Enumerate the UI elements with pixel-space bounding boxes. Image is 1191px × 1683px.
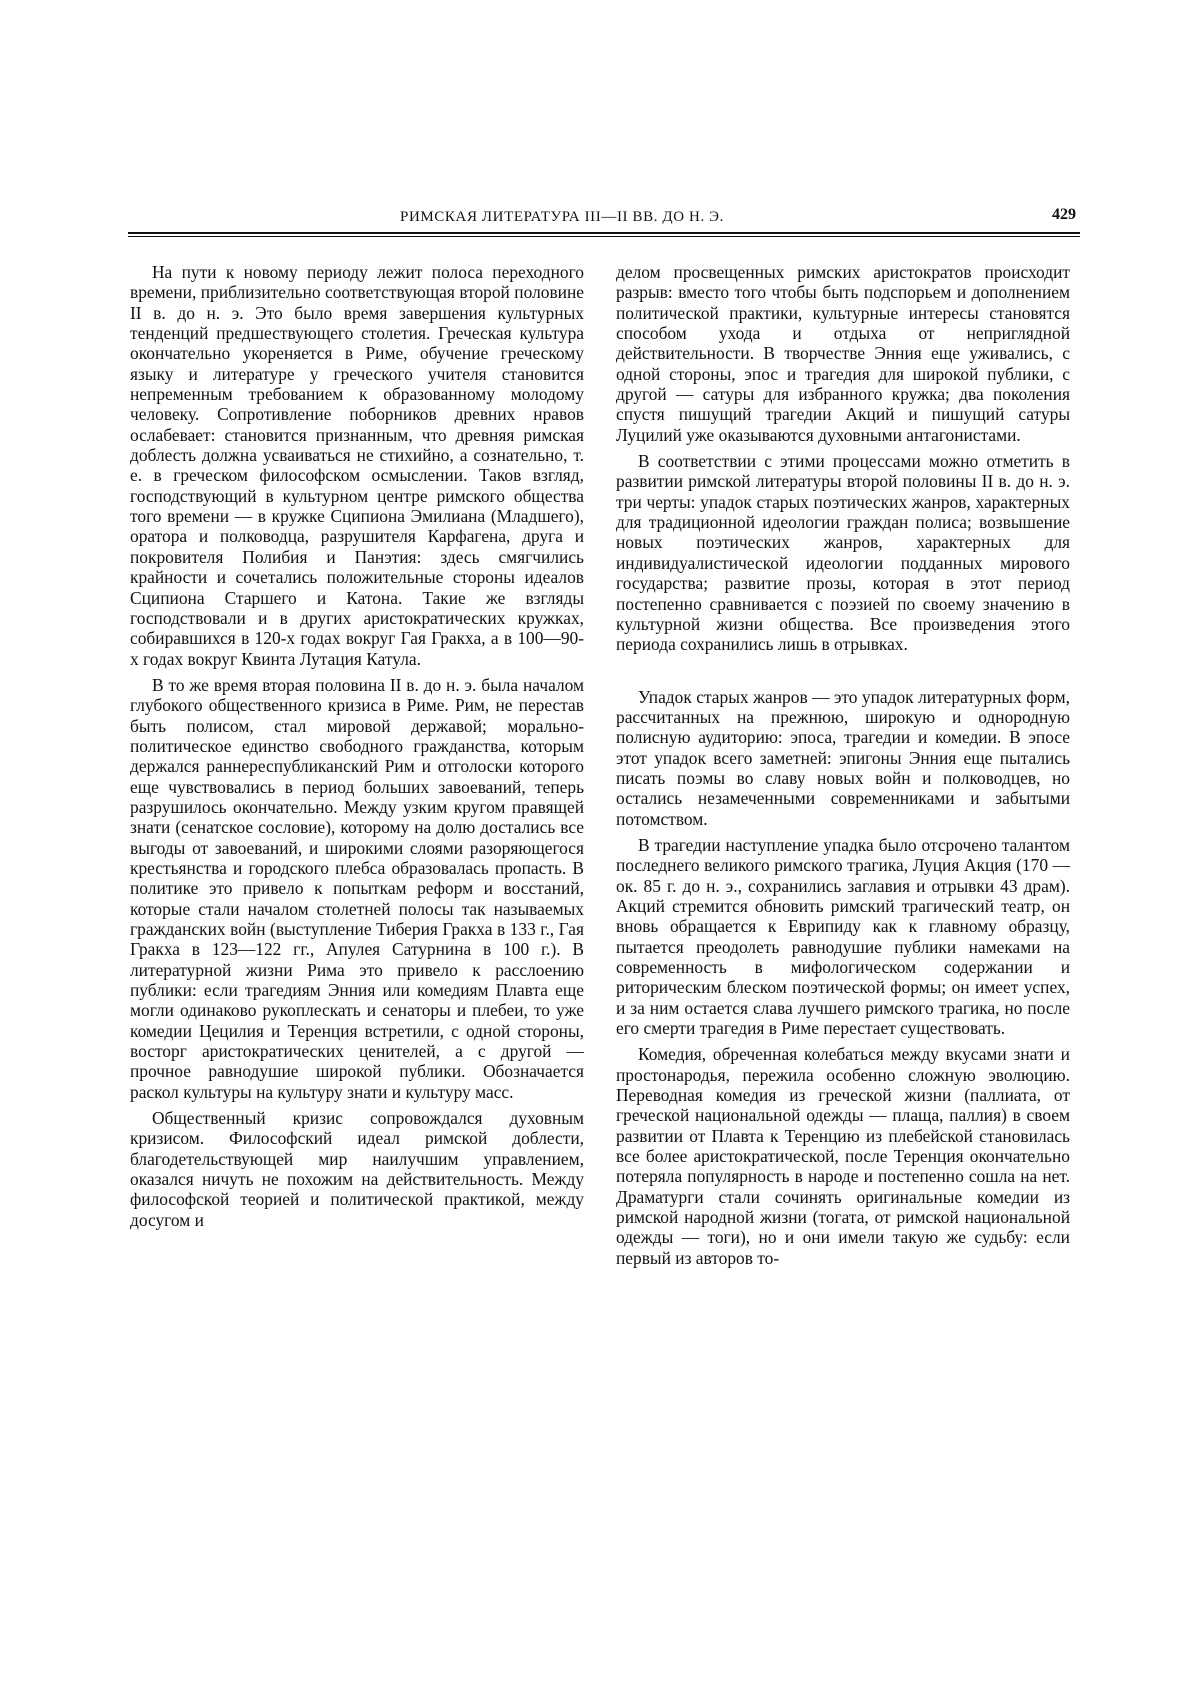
paragraph-continued: делом просвещенных римских аристократов происходит разрыв: вместо того чтобы быть подспорьем и дополнением политической практики, культурные интересы становятся способом ухода и отдыха от неприглядной действительности. В творчестве Энния еще уживались, с одной стороны, эпос и трагедия для широкой публики, с другой — сатуры для избранного кружка; два поколения спустя пишущий трагедии Акций и пишущий сатуры Луцилий уже оказываются духовными антагонистами. <box>616 262 1070 445</box>
paragraph: Комедия, обреченная колебаться между вкусами знати и простонародья, пережила особенно сложную эволюцию. Переводная комедия из греческой жизни (паллиата, от греческой национальной одежды — плаща, паллия) в своем развитии от Плавта к Теренцию из плебейской становилась все более аристократической, после Теренция окончательно потеряла популярность в народе и постепенно сошла на нет. Драматурги стали сочинять оригинальные комедии из римской народной жизни (тогата, от римской национальной одежды — тоги), но и они имели такую же судьбу: если первый из авторов то- <box>616 1044 1070 1268</box>
paragraph: В то же время вторая половина II в. до н. э. была началом глубокого общественного кризиса в Риме. Рим, не перестав быть полисом, стал мировой державой; морально-политическое единство свободного гражданства, которым держался раннереспубликанский Рим и отголоски которого еще чувствовались в период больших завоеваний, теперь разрушилось окончательно. Между узким кругом правящей знати (сенатское сословие), которому на долю достались все выгоды от завоеваний, и широкими слоями разоряющегося крестьянства и городского плебса образовалась пропасть. В политике это привело к попыткам реформ и восстаний, которые стали началом столетней полосы так называемых гражданских войн (выступление Тиберия Гракха в 133 г., Гая Гракха в 123—122 гг., Апулея Сатурнина в 100 г.). В литературной жизни Рима это привело к расслоению публики: если трагедиям Энния или комедиям Плавта еще могли одинаково рукоплескать и сенаторы и плебеи, то уже комедии Цецилия и Теренция встретили, с одной стороны, восторг аристократических ценителей, а с другой — прочное равнодушие широкой публики. Обозначается раскол культуры на культуру знати и культуру масс. <box>130 674 584 1102</box>
header-rule <box>128 232 1080 234</box>
paragraph: Общественный кризис сопровождался духовным кризисом. Философский идеал римской доблести, благодетельствующей мир наилучшим управлением, оказался ничуть не похожим на действительность. Между философской теорией и политической практикой, между досугом и <box>130 1108 584 1230</box>
paragraph-section-start: Упадок старых жанров — это упадок литературных форм, рассчитанных на прежнюю, широкую и однородную полисную аудиторию: эпоса, трагедии и комедии. В эпосе этот упадок всего заметней: эпигоны Энния еще пытались писать поэмы во славу новых войн и полководцев, но остались незамеченными современниками и забытыми потомством. <box>616 686 1070 829</box>
page-number: 429 <box>1052 206 1076 223</box>
paragraph: На пути к новому периоду лежит полоса переходного времени, приблизительно соответствующая второй половине II в. до н. э. Это было время завершения культурных тенденций предшествующего столетия. Греческая культура окончательно укореняется в Риме, обучение греческому языку и литературе у греческого учителя становится непременным требованием к образованному молодому человеку. Сопротивление поборников древних нравов ослабевает: становится признанным, что древняя римская доблесть должна усваиваться не стихийно, а сознательно, т. е. в греческом философском осмыслении. Таков взгляд, господствующий в культурном центре римского общества того времени — в кружке Сципиона Эмилиана (Младшего), оратора и полководца, разрушителя Карфагена, друга и покровителя Полибия и Панэтия: здесь смягчились крайности и сочетались положительные стороны идеалов Сципиона Старшего и Катона. Такие же взгляды господствовали и в других аристократических кружках, собиравшихся в 120-х годах вокруг Гая Гракха, а в 100—90-х годах вокруг Квинта Лутация Катула. <box>130 262 584 669</box>
running-header <box>128 206 1080 230</box>
paragraph: В соответствии с этими процессами можно отметить в развитии римской литературы второй половины II в. до н. э. три черты: упадок старых поэтических жанров, характерных для традиционной идеологии граждан полиса; возвышение новых поэтических жанров, характерных для индивидуалистической идеологии подданных мирового государства; развитие прозы, которая в этот период постепенно сравнивается с поэзией по своему значению в культурной жизни общества. Все произведения этого периода сохранились лишь в отрывках. <box>616 451 1070 655</box>
header-rule-thin <box>128 236 1080 237</box>
paragraph: В трагедии наступление упадка было отсрочено талантом последнего великого римского трагика, Луция Акция (170 — ок. 85 г. до н. э., сохранились заглавия и отрывки 43 драм). Акций стремится обновить римский трагический театр, он вновь обращается к Еврипиду как к главному образцу, пытается преодолеть равнодушие публики намеками на современность в мифологическом содержании и риторическим блеском поэтической формы; он имеет успех, и за ним остается слава лучшего римского трагика, но после его смерти трагедия в Риме перестает существовать. <box>616 834 1070 1039</box>
right-column <box>616 262 1070 1268</box>
running-title: РИМСКАЯ ЛИТЕРАТУРА III—II ВВ. ДО Н. Э. <box>400 209 725 225</box>
left-column <box>130 262 584 1230</box>
